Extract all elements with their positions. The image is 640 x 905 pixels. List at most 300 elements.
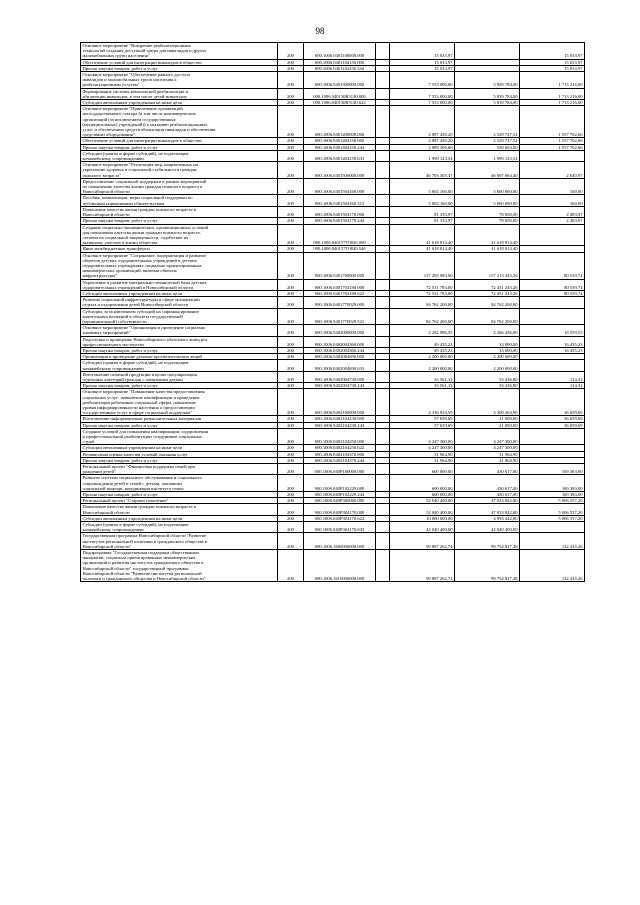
row-planned-cell: 15 033,97 (390, 59, 455, 65)
row-executed-cell: 430 617,00 (455, 475, 520, 492)
row-planned-cell: 57 659,69 (390, 416, 455, 422)
table-row (81, 178, 585, 195)
row-ved-cell: 200 (278, 106, 304, 138)
row-executed-cell: 41 618 814,40 (455, 246, 520, 252)
table-row (81, 308, 585, 325)
row-remainder-cell: 80 539,74 (520, 252, 585, 279)
row-executed-cell: 4 300 264,90 (455, 389, 520, 416)
row-ved-cell: 200 (278, 325, 304, 336)
row-remainder-cell: 1 557 702,66 (520, 138, 585, 144)
row-csr-cell: 000.1006.0401704180.000 (304, 279, 376, 290)
row-executed-cell: 31 964,90 (455, 457, 520, 463)
row-executed-cell: 84 762 200,00 (455, 308, 520, 325)
row-name-cell: Независимая оценка качества условий оказания услуг (81, 451, 278, 457)
row-csr-cell: 000.1006.040Р304170.633 (304, 522, 376, 533)
row-planned-cell: 81 333,97 (390, 206, 455, 217)
row-planned-cell: 2 200 000,00 (390, 354, 455, 360)
row-csr-cell: 000.1006.0402104230.000 (304, 416, 376, 422)
row-executed-cell: 5 000 000,00 (455, 178, 520, 195)
row-remainder-cell: 132 435,26 (520, 533, 585, 550)
row-planned-cell: 46 703 305,37 (390, 162, 455, 179)
row-executed-cell: 21 000,00 (455, 416, 520, 422)
row-planned-cell: 33 561,12 (390, 383, 455, 389)
row-executed-cell: 33 436,80 (455, 371, 520, 382)
row-executed-cell: 21 000,00 (455, 422, 520, 428)
row-executed-cell: 84 762 200,00 (455, 297, 520, 308)
row-remainder-cell (520, 224, 585, 246)
row-remainder-cell: 132 435,26 (520, 550, 585, 582)
row-vr-cell (376, 224, 390, 246)
row-name-cell: Прочая закупка товаров, работ и услуг (81, 144, 278, 150)
row-remainder-cell (520, 308, 585, 325)
row-name-cell: Прочая закупка товаров, работ и услуг (81, 457, 278, 463)
row-remainder-cell: 169 383,00 (520, 475, 585, 492)
row-remainder-cell: 169 383,00 (520, 492, 585, 498)
row-csr-cell: 000.1006.0401100000.000 (304, 43, 376, 60)
row-ved-cell: 200 (278, 246, 304, 252)
row-planned-cell: 57 659,69 (390, 422, 455, 428)
row-executed-cell: 2 266 436,80 (455, 325, 520, 336)
row-planned-cell: 84 762 200,00 (390, 297, 455, 308)
row-name-cell: Развитие социальной инфраструктуры в сфере организации отдыха и оздоровления детей Новосибирской области (81, 297, 278, 308)
row-ved-cell: 200 (278, 522, 304, 533)
row-ved-cell: 200 (278, 464, 304, 475)
row-planned-cell: 84 762 200,00 (390, 308, 455, 325)
row-remainder-cell: 2 640,97 (520, 162, 585, 179)
row-csr-cell: 000.1006.040Р304170.622 (304, 515, 376, 521)
row-name-cell: Повышение качества жизни граждан пожилого возраста в Новосибирской области (81, 206, 278, 217)
row-executed-cell: 99 754 827,48 (455, 550, 520, 582)
row-vr-cell (376, 162, 390, 179)
row-csr-cell: 000.1006.040130R5140.622 (304, 100, 376, 106)
table-row (81, 206, 585, 217)
row-planned-cell: 4 087 430,20 (390, 138, 455, 144)
row-ved-cell: 200 (278, 297, 304, 308)
row-csr-cell: 000.1006.040130R5140.000 (304, 88, 376, 99)
row-name-cell: Прочая закупка товаров, работ и услуг (81, 65, 278, 71)
row-ved-cell: 200 (278, 371, 304, 382)
row-csr-cell: 000.1006.0402000000.000 (304, 325, 376, 336)
row-ved-cell: 200 (278, 59, 304, 65)
row-name-cell: Изготовление информационно-разъяснительных материалов (81, 416, 278, 422)
row-ved-cell: 200 (278, 224, 304, 246)
row-csr-cell: 000.1006.0401500000.000 (304, 162, 376, 179)
table-row (81, 252, 585, 279)
row-name-cell: Основное мероприятие "Привлечение организаций негосударственного сектора (в том числе некоммерческих организаций (за исключением государственных (муниципальных) учреждений)) к оказанию реабилитационных услуг и обеспечению средств абилитации инвалидов и обеспечения средствами оборудования" (81, 106, 278, 138)
row-executed-cell: 72 451 243,26 (455, 279, 520, 290)
row-remainder-cell: 36 659,69 (520, 389, 585, 416)
row-executed-cell: 2 200 000,00 (455, 354, 520, 360)
row-planned-cell: 10 000 000,00 (390, 515, 455, 521)
row-csr-cell: 000.1006.0401704180.622 (304, 290, 376, 296)
row-vr-cell (376, 195, 390, 206)
row-planned-cell: 7 553 000,00 (390, 100, 455, 106)
row-vr-cell (376, 178, 390, 195)
row-vr-cell (376, 504, 390, 515)
row-vr-cell (376, 72, 390, 89)
row-csr-cell: 000.1006.040Р300000.000 (304, 498, 376, 504)
row-name-cell: Основное мероприятие "Организация и проведение социально значимых мероприятий" (81, 325, 278, 336)
row-executed-cell: 2 200 000,00 (455, 360, 520, 371)
row-executed-cell: 2 529 727,54 (455, 138, 520, 144)
table-row (81, 144, 585, 150)
row-vr-cell (376, 252, 390, 279)
row-name-cell: Прочая закупка товаров, работ и услуг (81, 492, 278, 498)
row-name-cell: Подпрограмма "Государственная поддержка общественных инициатив, социально ориентированных некоммерческих организаций и развития институтов гражданского общества в Новосибирской области" государственной программы Новосибирской области "Развитие институтов региональной политики и гражданского общества в Новосибирской области" (81, 550, 278, 582)
row-csr-cell: 000.1006.0402104370.244 (304, 457, 376, 463)
row-planned-cell: 81 333,97 (390, 218, 455, 224)
row-name-cell: Основное мероприятие "Реализация мер, направленных на укрепление здоровья и социальной стабильности граждан пожилого возраста" (81, 162, 278, 179)
table-row (81, 354, 585, 360)
row-name-cell: Субсидии (гранты в форме субсидий), не подлежащие казначейскому сопровождению (81, 150, 278, 161)
row-ved-cell: 200 (278, 416, 304, 422)
row-remainder-cell (520, 428, 585, 445)
row-csr-cell: 000.1006.0401504160.313 (304, 195, 376, 206)
row-ved-cell: 200 (278, 451, 304, 457)
table-row (81, 88, 585, 99)
row-executed-cell: 5 839 784,00 (455, 72, 520, 89)
row-executed-cell: 33 000,00 (455, 336, 520, 347)
row-vr-cell (376, 336, 390, 347)
row-planned-cell: 4 247 300,00 (390, 445, 455, 451)
row-remainder-cell (520, 150, 585, 161)
row-ved-cell: 200 (278, 218, 304, 224)
row-name-cell: Субсидии автономным учреждениям на иные цели (81, 100, 278, 106)
row-planned-cell: 49 435,23 (390, 336, 455, 347)
row-csr-cell: 000.1006.040P100000.000 (304, 464, 376, 475)
table-row (81, 360, 585, 371)
row-remainder-cell: 124,32 (520, 383, 585, 389)
row-name-cell: Создание условий для повышения квалификации, оздоровления и профессиональной реабилитации сотрудников социальных служб (81, 428, 278, 445)
row-name-cell: Основное мероприятие "Повышение качества предоставления социальных услуг: повышение квалификации и проведение реабилитации работников социальной сферы, повышение уровня информированности населения о предоставлении государственных услуг в сфере социальной поддержки" (81, 389, 278, 416)
row-executed-cell: 530 604,00 (455, 144, 520, 150)
row-planned-cell: 52 040 400,00 (390, 504, 455, 515)
row-ved-cell: 200 (278, 515, 304, 521)
row-name-cell: Развитие системы социального обслуживания и социального сопровождения детей и семей с детьми, оказавших социальной помощи, координация института семьи (81, 475, 278, 492)
row-csr-cell: 000.1006.1600000000.000 (304, 533, 376, 550)
row-name-cell: Субсидии (гранты в форме субсидий), не подлежащие казначейскому сопровождению (81, 522, 278, 533)
table-row (81, 336, 585, 347)
row-csr-cell: 000.1006.040157Т0820.540 (304, 246, 376, 252)
table-row (81, 504, 585, 515)
row-csr-cell: 000.1006.0402104250.622 (304, 445, 376, 451)
row-executed-cell: 430 617,00 (455, 492, 520, 498)
row-vr-cell (376, 533, 390, 550)
row-executed-cell: 47 033 842,80 (455, 498, 520, 504)
row-name-cell: Формирование системы комплексной реабилитации и абилитации инвалидов, в том числе детей-инвалидов (81, 88, 278, 99)
table-row (81, 515, 585, 521)
row-name-cell: Основное мероприятие "Обеспечение равного доступа инвалидов и маломобильных групп населения к реабилитационным услугам" (81, 72, 278, 89)
row-planned-cell: 7 553 000,00 (390, 88, 455, 99)
row-executed-cell: 430 617,00 (455, 464, 520, 475)
table-row (81, 72, 585, 89)
row-vr-cell (376, 325, 390, 336)
row-name-cell: Региональный проект "Финансовая поддержка семей при рождении детей" (81, 464, 278, 475)
table-row (81, 150, 585, 161)
table-row (81, 416, 585, 422)
row-remainder-cell: 124,32 (520, 371, 585, 382)
row-planned-cell: 49 435,23 (390, 347, 455, 353)
table-row (81, 195, 585, 206)
row-ved-cell: 200 (278, 150, 304, 161)
row-csr-cell: 000.1006.0402004690.000 (304, 354, 376, 360)
row-remainder-cell: 1 713 216,00 (520, 100, 585, 106)
row-ved-cell: 200 (278, 178, 304, 195)
table-row (81, 422, 585, 428)
row-name-cell: Обеспечение условий для интеграции инвалидов в общество (81, 138, 278, 144)
row-vr-cell (376, 279, 390, 290)
row-remainder-cell: 16 559,55 (520, 325, 585, 336)
row-remainder-cell: 80 539,74 (520, 290, 585, 296)
row-planned-cell: 15 033,97 (390, 65, 455, 71)
row-planned-cell: 33 561,12 (390, 371, 455, 382)
row-planned-cell: 5 002 160,00 (390, 195, 455, 206)
row-csr-cell: 000.1006.0401400000.000 (304, 106, 376, 138)
row-vr-cell (376, 297, 390, 308)
row-ved-cell: 200 (278, 445, 304, 451)
row-planned-cell: 42 040 400,00 (390, 522, 455, 533)
row-executed-cell: 4 247 300,00 (455, 428, 520, 445)
row-remainder-cell: 16 435,23 (520, 347, 585, 353)
row-vr-cell (376, 43, 390, 60)
table-row (81, 522, 585, 533)
row-ved-cell: 200 (278, 100, 304, 106)
row-executed-cell: 5 839 784,00 (455, 88, 520, 99)
row-ved-cell: 200 (278, 144, 304, 150)
row-ved-cell: 200 (278, 43, 304, 60)
row-planned-cell: 600 000,00 (390, 492, 455, 498)
row-ved-cell: 200 (278, 422, 304, 428)
row-executed-cell: 47 033 842,80 (455, 504, 520, 515)
table-row (81, 445, 585, 451)
row-csr-cell: 000.1006.0402004360.000 (304, 336, 376, 347)
row-ved-cell: 200 (278, 347, 304, 353)
row-name-cell: Региональный проект "Старшее поколение" (81, 498, 278, 504)
row-executed-cell: 41 618 814,40 (455, 224, 520, 246)
row-planned-cell: 2 088 306,66 (390, 144, 455, 150)
row-remainder-cell: 1 557 702,66 (520, 106, 585, 138)
row-name-cell: Субсидии автономным учреждениям на иные цели (81, 290, 278, 296)
row-remainder-cell: 2 483,97 (520, 218, 585, 224)
row-executed-cell: 72 451 243,26 (455, 290, 520, 296)
row-ved-cell: 200 (278, 457, 304, 463)
row-remainder-cell (520, 360, 585, 371)
row-remainder-cell: 1 713 216,00 (520, 72, 585, 89)
row-executed-cell: 157 213 443,26 (455, 252, 520, 279)
row-planned-cell: 2 282 996,35 (390, 325, 455, 336)
row-csr-cell: 000.1006.0402004730.000 (304, 371, 376, 382)
table-row (81, 371, 585, 382)
table-row (81, 224, 585, 246)
table-row (81, 162, 585, 179)
row-name-cell: Обеспечение условий для интеграции инвалидов в общество (81, 59, 278, 65)
row-csr-cell: 000.1006.040Р102229.000 (304, 475, 376, 492)
row-planned-cell: 72 531 783,00 (390, 279, 455, 290)
table-row (81, 464, 585, 475)
row-name-cell: Прочая закупка товаров, работ и услуг (81, 218, 278, 224)
row-csr-cell: 000.1006.1610000000.000 (304, 550, 376, 582)
table-row (81, 451, 585, 457)
row-executed-cell: 78 850,00 (455, 218, 520, 224)
row-name-cell: Повышение качества жизни граждан пожилого возраста в Новосибирской области (81, 504, 278, 515)
row-planned-cell: 4 247 300,00 (390, 428, 455, 445)
row-name-cell: Государственная программа Новосибирской области "Развитие институтов региональной политики и гражданского общества в Новосибирской области" (81, 533, 278, 550)
row-planned-cell: 72 531 783,00 (390, 290, 455, 296)
row-planned-cell: 99 887 262,74 (390, 550, 455, 582)
table-row (81, 43, 585, 60)
row-remainder-cell: 5 006 557,20 (520, 504, 585, 515)
row-remainder-cell: 160,00 (520, 178, 585, 195)
row-planned-cell: 15 033,97 (390, 43, 455, 60)
row-ved-cell: 200 (278, 138, 304, 144)
row-remainder-cell (520, 297, 585, 308)
row-ved-cell: 200 (278, 336, 304, 347)
row-name-cell: Организация и проведение духовно-просветительских акций (81, 354, 278, 360)
table-row (81, 297, 585, 308)
row-name-cell: Основное мероприятие "Внедрение реабилитационных технологий создания доступной среды для инвалидов и других маломобильных групп населения" (81, 43, 278, 60)
table-row (81, 475, 585, 492)
row-planned-cell: 600 000,00 (390, 464, 455, 475)
row-ved-cell: 200 (278, 195, 304, 206)
row-csr-cell: 000.1006.0402004690.633 (304, 360, 376, 371)
table-row (81, 550, 585, 582)
row-csr-cell: 000.1006.0401770029.000 (304, 297, 376, 308)
table-row (81, 347, 585, 353)
row-csr-cell: 000.1006.0402104370.000 (304, 451, 376, 457)
table-body (81, 43, 585, 582)
row-ved-cell: 200 (278, 533, 304, 550)
row-executed-cell: 4 993 442,80 (455, 515, 520, 521)
row-planned-cell: 157 293 983,00 (390, 252, 455, 279)
row-csr-cell: 000.1006.0401504170.244 (304, 218, 376, 224)
row-ved-cell: 200 (278, 88, 304, 99)
row-csr-cell: 000.1006.0401504160.000 (304, 178, 376, 195)
row-planned-cell: 1 999 123,54 (390, 150, 455, 161)
row-ved-cell: 200 (278, 206, 304, 217)
row-ved-cell: 200 (278, 162, 304, 179)
table-row (81, 325, 585, 336)
row-remainder-cell: 160,00 (520, 195, 585, 206)
row-remainder-cell: 5 006 557,20 (520, 515, 585, 521)
row-remainder-cell: 1 557 702,66 (520, 144, 585, 150)
row-csr-cell: 000.1006.0402004360.244 (304, 347, 376, 353)
row-csr-cell: 000.1006.040157Т0820.000 (304, 224, 376, 246)
row-remainder-cell: 36 659,69 (520, 416, 585, 422)
table-row (81, 533, 585, 550)
row-name-cell: Пособия, компенсации, меры социальной поддержки по публичным нормативным обязательствам (81, 195, 278, 206)
row-planned-cell: 2 200 000,00 (390, 360, 455, 371)
row-ved-cell: 200 (278, 550, 304, 582)
row-ved-cell: 200 (278, 252, 304, 279)
row-vr-cell (376, 389, 390, 416)
row-csr-cell: 000.1006.0401300000.000 (304, 72, 376, 89)
row-name-cell: Субсидии автономным учреждениям на иные цели (81, 445, 278, 451)
row-remainder-cell: 169 383,00 (520, 464, 585, 475)
row-name-cell: Прочая закупка товаров, работ и услуг (81, 383, 278, 389)
row-remainder-cell: 80 539,74 (520, 279, 585, 290)
table-row (81, 498, 585, 504)
row-vr-cell (376, 464, 390, 475)
row-executed-cell: 2 529 727,54 (455, 106, 520, 138)
table-row (81, 383, 585, 389)
row-csr-cell: 000.1006.0402004730.244 (304, 383, 376, 389)
row-remainder-cell: 2 483,97 (520, 206, 585, 217)
row-csr-cell: 000.1006.0401104150.000 (304, 59, 376, 65)
row-remainder-cell: 15 033,97 (520, 43, 585, 60)
row-ved-cell: 200 (278, 308, 304, 325)
row-executed-cell: 5 839 784,00 (455, 100, 520, 106)
row-executed-cell: 46 697 664,40 (455, 162, 520, 179)
row-name-cell: Основное мероприятие "Сохранение, модернизация и развитие объектов детских оздоровительных учреждений в детских оздоровительных учреждениях социально-ориентированных некоммерческих организаций, включая объекты инфраструктуры" (81, 252, 278, 279)
row-remainder-cell: 15 033,97 (520, 59, 585, 65)
row-ved-cell: 200 (278, 72, 304, 89)
row-remainder-cell: 36 659,69 (520, 422, 585, 428)
row-ved-cell: 200 (278, 389, 304, 416)
row-name-cell: Субсидии автономным учреждениям на иные цели (81, 515, 278, 521)
row-executed-cell (455, 43, 520, 60)
row-ved-cell: 200 (278, 290, 304, 296)
row-remainder-cell: 1 713 216,00 (520, 88, 585, 99)
row-executed-cell: 99 754 827,48 (455, 533, 520, 550)
table-row (81, 279, 585, 290)
row-planned-cell: 41 618 814,40 (390, 224, 455, 246)
row-planned-cell: 41 618 814,40 (390, 246, 455, 252)
row-csr-cell: 000.1006.0402104250.000 (304, 428, 376, 445)
row-name-cell: Предоставление социальной поддержки в рамках мероприятий по повышению качества жизни граждан пожилого возраста в Новосибирской области (81, 178, 278, 195)
table-row (81, 389, 585, 416)
row-csr-cell: 000.1006.0401404150.633 (304, 150, 376, 161)
row-vr-cell (376, 308, 390, 325)
row-vr-cell (376, 106, 390, 138)
row-planned-cell: 99 887 262,74 (390, 533, 455, 550)
row-vr-cell (376, 550, 390, 582)
row-csr-cell: 000.1006.0401770029.521 (304, 308, 376, 325)
row-executed-cell: 31 964,90 (455, 451, 520, 457)
row-name-cell: Субсидии, за исключением субсидий на софинансирование капитальных вложений в объекты государственной (муниципальной) собственности (81, 308, 278, 325)
row-executed-cell: 5 000 000,00 (455, 195, 520, 206)
row-planned-cell: 7 553 000,00 (390, 72, 455, 89)
table-row (81, 428, 585, 445)
row-executed-cell: 78 850,00 (455, 206, 520, 217)
row-planned-cell: 4 336 924,59 (390, 389, 455, 416)
row-planned-cell: 31 964,90 (390, 451, 455, 457)
row-ved-cell: 200 (278, 498, 304, 504)
row-csr-cell: 000.1006.0401504170.000 (304, 206, 376, 217)
row-csr-cell: 000.1006.0401104150.244 (304, 65, 376, 71)
row-remainder-cell: 16 435,23 (520, 336, 585, 347)
row-ved-cell: 200 (278, 360, 304, 371)
table-row (81, 457, 585, 463)
table-row (81, 138, 585, 144)
row-vr-cell (376, 88, 390, 99)
table-row (81, 492, 585, 498)
row-name-cell: Прочая закупка товаров, работ и услуг (81, 347, 278, 353)
row-name-cell: Иные межбюджетные трансферты (81, 246, 278, 252)
row-planned-cell: 4 087 430,20 (390, 106, 455, 138)
row-remainder-cell: 5 006 557,20 (520, 498, 585, 504)
row-ved-cell: 200 (278, 65, 304, 71)
row-planned-cell: 31 964,90 (390, 457, 455, 463)
row-name-cell: Создание социально-экономических, организационных условий для повышения качества жизни граждан пожилого возраста, степени их социальной защищенности, содействие их активному участию в жизни общества (81, 224, 278, 246)
table-row (81, 218, 585, 224)
row-name-cell: Укрепление и развитие материально-технической базы детских оздоровительных учреждений в Новосибирской области (81, 279, 278, 290)
row-csr-cell: 000.1006.0402104230.244 (304, 422, 376, 428)
row-planned-cell: 52 040 400,00 (390, 498, 455, 504)
row-vr-cell (376, 522, 390, 533)
row-csr-cell: 000.1006.0402100000.000 (304, 389, 376, 416)
row-ved-cell: 200 (278, 428, 304, 445)
row-name-cell: Подготовка и проведение Новосибирского областного конкурса профессионального мастерства (81, 336, 278, 347)
